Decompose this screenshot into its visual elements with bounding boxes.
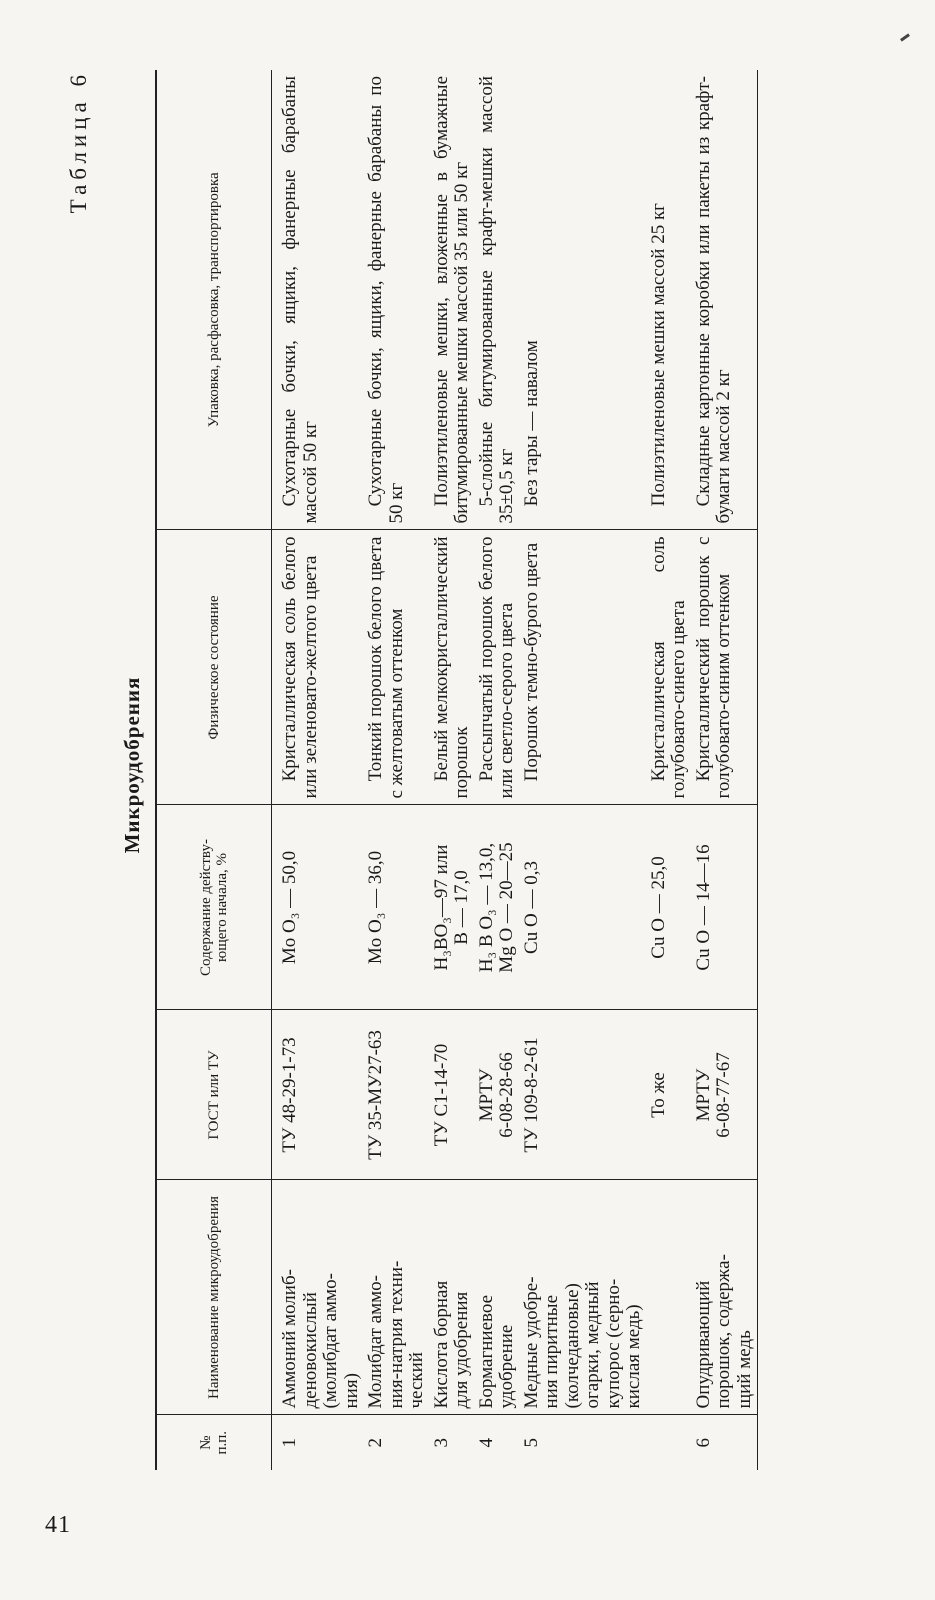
cell-num [647, 1415, 692, 1470]
cell-packing: Сухотарные бочки, ящики, фанерные барабаны массой 50 кг [272, 70, 365, 530]
table-label: Таблица 6 [66, 70, 91, 214]
cell-num: 4 [475, 1438, 497, 1448]
cell-gost: ТУ 109-8-2-61 [520, 1010, 647, 1180]
cell-gost: МРТУ 6-08-28-66 [475, 1010, 520, 1180]
cell-packing: Полиэтиленовые мешки, вложенные в бумажные битумированные мешки массой 35 или 50 кг [430, 70, 475, 530]
cell-gost: ТУ 35-МУ27-63 [364, 1010, 430, 1180]
cell-state: Кристаллическая соль белого или зеленовато-желтого цвета [272, 530, 365, 805]
header-name: Наименование микроудобрения [156, 1180, 272, 1415]
rotated-page-content [60, 50, 840, 1480]
cell-gost: ТУ 48-29-1-73 [272, 1010, 365, 1180]
cell-num: 1 [279, 1438, 300, 1448]
table-row [647, 70, 692, 1470]
cell-content: Cu O — 25,0 [647, 805, 692, 1010]
cell-state: Кристаллическая соль голубовато-синего цвета [647, 530, 692, 805]
header-packing: Упаковка, расфасовка, транспортировка [156, 70, 272, 530]
cell-content: H₃BO₃—97 или B — 17,0 [430, 805, 475, 1010]
cell-gost: То же [647, 1010, 692, 1180]
header-row [156, 70, 272, 1470]
cell-content: Mo O₃ — 36,0 [364, 805, 430, 1010]
cell-state: Порошок темно-бурого цвета [520, 530, 647, 805]
cell-packing: 5-слойные битумированные крафт-мешки массой 35±0,5 кг [475, 70, 520, 530]
cell-num: 6 [692, 1415, 758, 1470]
cell-content: Cu O — 14—16 [692, 805, 758, 1010]
cell-name: Аммоний молиб- деновокислый (молибдат аммо- ния) [272, 1180, 365, 1415]
cell-packing: Без тары — навалом [520, 70, 647, 530]
cell-num: 3 [430, 1438, 452, 1448]
table-row [272, 70, 365, 1470]
table-row [692, 70, 758, 1470]
cell-content: Cu O — 0,3 [520, 805, 647, 1010]
cell-gost: ТУ С1-14-70 [430, 1010, 475, 1180]
header-content: Содержание действу- ющего начала, % [156, 805, 272, 1010]
table-row [430, 70, 475, 1470]
cell-packing: Складные картонные коробки или пакеты из крафт-бумаги массой 2 кг [692, 70, 758, 530]
cell-content: H₃ B O₃ — 13,0, Mg O — 20—25 [475, 805, 520, 1010]
cell-num: 5 [520, 1438, 542, 1448]
cell-state: Белый мелкокристаллический порошок [430, 530, 475, 805]
cell-content: Mo O₃ — 50,0 [272, 805, 365, 1010]
cell-name: Опудривающий порошок, содержа- щий медь [692, 1180, 758, 1415]
scan-mark [900, 33, 910, 41]
header-num: № п.п. [156, 1415, 272, 1470]
cell-name [647, 1180, 692, 1415]
fertilizer-table [155, 70, 758, 1470]
cell-state: Рассыпчатый порошок белого или светло-серого цвета [475, 530, 520, 805]
cell-packing: Полиэтиленовые мешки массой 25 кг [647, 70, 692, 530]
table-row [475, 70, 520, 1470]
page-number: 41 [45, 1512, 71, 1538]
cell-num: 2 [365, 1438, 387, 1448]
table-row [520, 70, 647, 1470]
cell-packing: Сухотарные бочки, ящики, фанерные барабаны по 50 кг [364, 70, 430, 530]
header-state: Физическое состояние [156, 530, 272, 805]
cell-state: Кристаллический порошок с голубовато-синим оттенком [692, 530, 758, 805]
table-row [364, 70, 430, 1470]
table-title: Микроудобрения [120, 676, 144, 854]
cell-gost: МРТУ 6-08-77-67 [692, 1010, 758, 1180]
cell-name: Молибдат аммо- ния-натрия техни- ческий [364, 1180, 430, 1415]
header-gost: ГОСТ или ТУ [156, 1010, 272, 1180]
cell-name: Кислота борная для удобрения [430, 1180, 475, 1415]
cell-name: Медные удобре- ния пиритные (колчедановые) огарки, медный купорос (серно- кислая медь) [520, 1180, 647, 1415]
cell-state: Тонкий порошок белого цвета с желтоватым оттенком [364, 530, 430, 805]
cell-name: Бормагниевое удобрение [475, 1180, 520, 1415]
